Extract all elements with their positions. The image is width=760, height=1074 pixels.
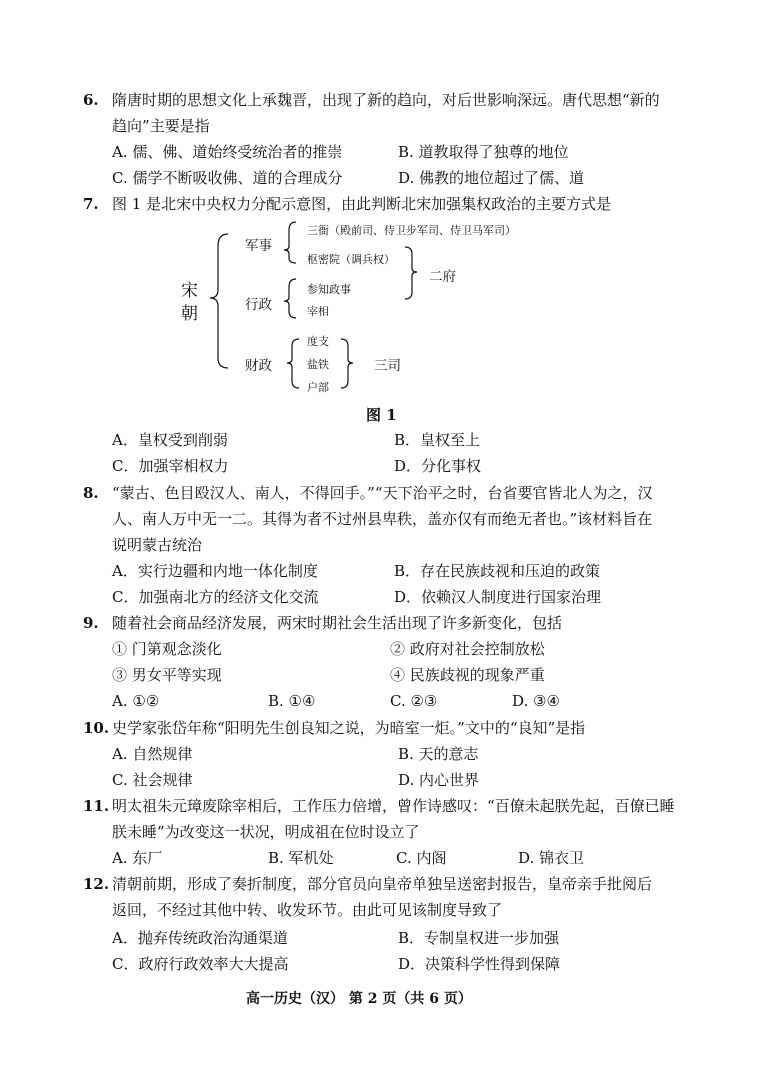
option-a: A．皇权受到削弱: [112, 431, 228, 449]
option-b: B．专制皇权进一步加强: [398, 929, 560, 947]
question-stem-line: 随着社会商品经济发展，两宋时期社会生活出现了许多新变化，包括: [112, 614, 563, 632]
question-number: 10.: [83, 719, 110, 737]
option-a: A. 儒、佛、道始终受统治者的推崇: [112, 143, 343, 161]
option-d: D. 锦衣卫: [518, 849, 585, 867]
diagram-sansi: 三司: [374, 358, 401, 374]
diagram-hubu: 户部: [307, 381, 329, 394]
diagram-root-song: 宋: [181, 281, 198, 301]
question-stem-line: “蒙古、色目殴汉人、南人，不得回手。”“天下治平之时，台省要官皆北人为之，汉: [112, 484, 653, 502]
diagram-root-chao: 朝: [181, 304, 198, 324]
question-number: 11.: [83, 797, 110, 815]
question-stem-line: 趋向”主要是指: [112, 117, 210, 135]
statement-3: ③ 男女平等实现: [112, 666, 222, 684]
option-c: C. 社会规律: [112, 771, 193, 789]
option-c: C. ②③: [390, 692, 438, 710]
question-number: 9.: [83, 614, 99, 632]
diagram-shumiyuan: 枢密院（调兵权）: [307, 253, 395, 266]
option-d: D．决策科学性得到保障: [398, 955, 561, 973]
diagram-erfu: 二府: [429, 269, 456, 285]
option-a: A. 自然规律: [112, 745, 193, 763]
option-b: B. 军机处: [268, 849, 334, 867]
option-d: D．分化事权: [394, 457, 482, 475]
question-number: 6.: [83, 91, 99, 109]
option-a: A. 东厂: [112, 849, 163, 867]
statement-4: ④ 民族歧视的现象严重: [390, 666, 545, 684]
option-c: C. 儒学不断吸收佛、道的合理成分: [112, 169, 343, 187]
question-stem-line: 隋唐时期的思想文化上承魏晋，出现了新的趋向，对后世影响深远。唐代思想“新的: [112, 91, 660, 109]
diagram-canzhi: 参知政事: [307, 283, 351, 296]
option-c: C．加强南北方的经济文化交流: [112, 588, 319, 606]
option-c: C．政府行政效率大大提高: [112, 955, 289, 973]
option-d: D. 内心世界: [398, 771, 480, 789]
question-number: 12.: [83, 875, 110, 893]
option-b: B．皇权至上: [394, 431, 481, 449]
option-b: B. 道教取得了独尊的地位: [398, 143, 569, 161]
question-stem-line: 清朝前期，形成了奏折制度，部分官员向皇帝单独呈送密封报告，皇帝亲手批阅后: [112, 875, 653, 893]
option-a: A．实行边疆和内地一体化制度: [112, 562, 318, 580]
question-stem-line: 朕未睡”为改变这一状况，明成祖在位时设立了: [112, 823, 420, 841]
option-a: A．抛弃传统政治沟通渠道: [112, 929, 288, 947]
option-b: B．存在民族歧视和压迫的政策: [394, 562, 601, 580]
question-stem-line: 说明蒙古统治: [112, 536, 203, 554]
statement-2: ② 政府对社会控制放松: [390, 640, 545, 658]
diagram-zaixiang: 宰相: [307, 305, 329, 318]
option-c: C. 内阁: [396, 849, 447, 867]
diagram-finance: 财政: [245, 358, 272, 374]
question-number: 8.: [83, 484, 99, 502]
question-stem-line: 人、南人万中无一二。其得为者不过州县卑秩，盖亦仅有而绝无者也。”该材料旨在: [112, 510, 653, 528]
diagram-military: 军事: [245, 238, 272, 254]
option-b: B. ①④: [268, 692, 316, 710]
option-d: D．依赖汉人制度进行国家治理: [394, 588, 602, 606]
statement-1: ① 门第观念淡化: [112, 640, 222, 658]
question-stem-line: 明太祖朱元璋废除宰相后，工作压力倍增，曾作诗感叹：“百僚未起朕先起，百僚已睡: [112, 797, 675, 815]
diagram-sanya: 三衙（殿前司、侍卫步军司、侍卫马军司）: [307, 224, 516, 237]
option-d: D. ③④: [512, 692, 560, 710]
diagram-caption: 图 1: [366, 406, 397, 424]
page-footer: 高一历史（汉） 第 2 页（共 6 页）: [246, 991, 472, 1007]
question-number: 7.: [83, 195, 99, 213]
diagram-admin: 行政: [245, 297, 272, 313]
option-d: D. 佛教的地位超过了儒、道: [398, 169, 585, 187]
option-b: B. 天的意志: [398, 745, 479, 763]
question-stem-line: 史学家张岱年称“阳明先生创良知之说，为暗室一炬。”文中的“良知”是指: [112, 719, 586, 737]
diagram-duzhi: 度支: [307, 335, 329, 348]
question-stem-line: 图 1 是北宋中央权力分配示意图，由此判断北宋加强集权政治的主要方式是: [112, 195, 612, 213]
question-stem-line: 返回，不经过其他中转、收发环节。由此可见该制度导致了: [112, 901, 503, 919]
option-a: A. ①②: [112, 692, 160, 710]
diagram-yantie: 盐铁: [307, 358, 329, 371]
option-c: C．加强宰相权力: [112, 457, 229, 475]
